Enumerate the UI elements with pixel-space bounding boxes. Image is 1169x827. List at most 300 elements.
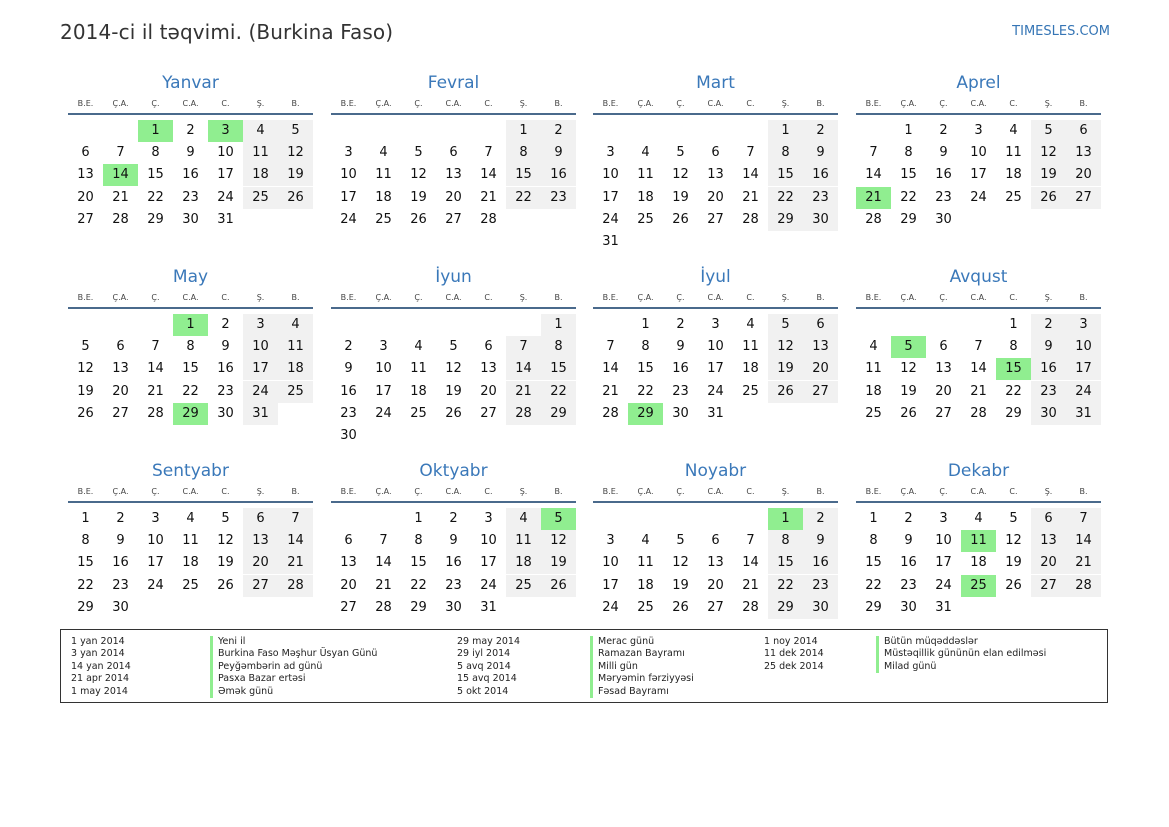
weekday-header: Ç. [676, 487, 685, 496]
weekday-header: C. [221, 487, 230, 496]
day-cell: 28 [278, 575, 313, 597]
day-cell: 6 [711, 533, 720, 549]
day-cell: 28 [865, 211, 882, 227]
day-cell: 4 [1009, 123, 1018, 138]
day-cell: 18 [375, 189, 392, 205]
day-cell: 16 [803, 552, 838, 574]
day-cell: 12 [672, 555, 689, 571]
day-cell: 23 [900, 577, 917, 593]
day-cell: 15 [77, 555, 94, 571]
day-cell: 26 [77, 405, 94, 421]
day-cell: 15 [768, 164, 803, 186]
day-cell: 11 [865, 361, 882, 377]
holiday-day-cell: 15 [996, 358, 1031, 380]
weekday-header: Ş. [781, 293, 790, 302]
day-cell: 8 [186, 339, 195, 355]
weekday-header: Ç.A. [112, 487, 129, 496]
day-cell: 15 [147, 167, 164, 183]
day-cell: 15 [410, 555, 427, 571]
day-cell: 3 [606, 145, 615, 161]
day-cell: 27 [1031, 575, 1066, 597]
weekday-header: B.E. [865, 487, 882, 496]
day-cell: 16 [803, 164, 838, 186]
day-cell: 6 [344, 533, 353, 549]
header-rule [331, 501, 576, 503]
day-cell: 1 [81, 511, 90, 526]
day-cell: 22 [182, 383, 199, 399]
holiday-day-cell: 1 [138, 120, 173, 142]
day-cell: 22 [1005, 383, 1022, 399]
day-cell: 26 [1031, 187, 1066, 209]
weekday-header: B. [554, 487, 563, 496]
day-cell: 3 [151, 511, 160, 526]
weekday-header: C. [484, 99, 493, 108]
day-cell: 18 [742, 361, 759, 377]
month-may [68, 269, 313, 454]
day-cell: 3 [243, 314, 278, 336]
day-cell: 21 [506, 381, 541, 403]
day-cell: 13 [803, 336, 838, 358]
day-cell: 9 [221, 339, 230, 355]
day-cell: 19 [672, 577, 689, 593]
holiday-date: 11 dek 2014 [764, 648, 824, 660]
day-cell: 19 [768, 358, 803, 380]
day-cell: 2 [344, 339, 353, 355]
day-cell: 23 [803, 187, 838, 209]
holiday-day-cell: 5 [891, 336, 926, 358]
day-cell: 14 [970, 361, 987, 377]
weekday-header: Ş. [1044, 487, 1053, 496]
day-cell: 24 [602, 211, 619, 227]
day-cell: 8 [768, 530, 803, 552]
day-cell: 24 [935, 577, 952, 593]
day-cell: 30 [672, 405, 689, 421]
weekday-header: Ç. [939, 99, 948, 108]
weekday-header: B. [291, 293, 300, 302]
day-cell: 23 [182, 189, 199, 205]
day-cell: 2 [541, 120, 576, 142]
day-cell: 14 [375, 555, 392, 571]
day-cell: 29 [900, 211, 917, 227]
day-cell: 10 [970, 145, 987, 161]
weekday-header: C.A. [707, 487, 724, 496]
day-cell: 4 [974, 511, 983, 526]
day-cell: 29 [77, 599, 94, 615]
day-cell: 11 [1005, 145, 1022, 161]
day-cell: 2 [449, 511, 458, 526]
day-cell: 29 [147, 211, 164, 227]
day-cell: 11 [182, 533, 199, 549]
day-cell: 14 [480, 167, 497, 183]
weekday-header: Ç.A. [637, 487, 654, 496]
day-cell: 7 [278, 508, 313, 530]
month-noyabr [593, 463, 838, 648]
weekday-header: Ç. [151, 293, 160, 302]
holiday-day-cell: 1 [173, 314, 208, 336]
holiday-day-cell: 14 [103, 164, 138, 186]
day-cell: 2 [1031, 314, 1066, 336]
day-cell: 1 [541, 314, 576, 336]
day-cell: 3 [711, 317, 720, 332]
header-rule [331, 113, 576, 115]
day-cell: 26 [768, 381, 803, 403]
day-cell: 11 [637, 167, 654, 183]
day-cell: 26 [445, 405, 462, 421]
day-cell: 8 [414, 533, 423, 549]
day-cell: 24 [375, 405, 392, 421]
month-title: Noyabr [684, 461, 747, 481]
day-cell: 1 [904, 123, 913, 138]
weekday-header: B.E. [77, 487, 94, 496]
day-cell: 15 [637, 361, 654, 377]
day-cell: 9 [1031, 336, 1066, 358]
day-cell: 23 [672, 383, 689, 399]
holiday-name: Yeni il [218, 636, 246, 647]
day-cell: 13 [1066, 142, 1101, 164]
day-cell: 26 [672, 599, 689, 615]
holiday-date: 29 iyl 2014 [457, 648, 511, 660]
day-cell: 31 [243, 403, 278, 425]
day-cell: 26 [217, 577, 234, 593]
day-cell: 8 [506, 142, 541, 164]
day-cell: 28 [970, 405, 987, 421]
day-cell: 21 [375, 577, 392, 593]
month-title: May [172, 267, 209, 287]
day-cell: 26 [1005, 577, 1022, 593]
day-cell: 2 [803, 120, 838, 142]
weekday-header: Ç. [414, 487, 423, 496]
holiday-dates-col-3 [764, 636, 824, 673]
month-title: İyul [700, 267, 731, 287]
day-cell: 24 [147, 577, 164, 593]
day-cell: 30 [1031, 403, 1066, 425]
day-cell: 6 [81, 145, 90, 161]
weekday-header: B.E. [340, 293, 357, 302]
day-cell: 2 [676, 317, 685, 332]
day-cell: 12 [77, 361, 94, 377]
day-cell: 16 [445, 555, 462, 571]
day-cell: 4 [506, 508, 541, 530]
holiday-name: Milli gün [598, 660, 638, 672]
day-cell: 13 [77, 167, 94, 183]
day-cell: 1 [1009, 317, 1018, 332]
day-cell: 27 [803, 381, 838, 403]
weekday-header: Ç.A. [637, 99, 654, 108]
day-cell: 26 [900, 405, 917, 421]
day-cell: 23 [112, 577, 129, 593]
holiday-date: 1 noy 2014 [764, 636, 818, 647]
day-cell: 13 [243, 530, 278, 552]
day-cell: 3 [606, 533, 615, 549]
day-cell: 6 [484, 339, 493, 355]
weekday-header: Ç.A. [112, 99, 129, 108]
day-cell: 9 [344, 361, 353, 377]
day-cell: 14 [602, 361, 619, 377]
day-cell: 21 [278, 552, 313, 574]
holiday-day-cell: 21 [856, 187, 891, 209]
day-cell: 27 [77, 211, 94, 227]
day-cell: 25 [637, 211, 654, 227]
day-cell: 27 [707, 211, 724, 227]
day-cell: 5 [676, 145, 685, 161]
day-cell: 4 [186, 511, 195, 526]
day-cell: 7 [151, 339, 160, 355]
weekday-header: Ç. [414, 99, 423, 108]
day-cell: 9 [186, 145, 195, 161]
month-i̇yul [593, 269, 838, 454]
day-cell: 27 [707, 599, 724, 615]
day-cell: 6 [449, 145, 458, 161]
weekday-header: Ç.A. [375, 99, 392, 108]
weekday-header: B.E. [865, 99, 882, 108]
day-cell: 30 [803, 597, 838, 619]
day-cell: 20 [707, 189, 724, 205]
day-cell: 16 [217, 361, 234, 377]
holiday-date: 5 avq 2014 [457, 660, 511, 672]
day-cell: 21 [480, 189, 497, 205]
holiday-date: 1 yan 2014 [71, 636, 125, 647]
weekday-header: B.E. [340, 487, 357, 496]
weekday-header: C. [484, 293, 493, 302]
day-cell: 24 [480, 577, 497, 593]
day-cell: 19 [445, 383, 462, 399]
day-cell: 12 [1031, 142, 1066, 164]
weekday-header: Ş. [256, 487, 265, 496]
weekday-header: B. [816, 293, 825, 302]
day-cell: 15 [182, 361, 199, 377]
weekday-header: C.A. [707, 99, 724, 108]
day-cell: 7 [484, 145, 493, 161]
day-cell: 16 [112, 555, 129, 571]
day-cell: 17 [707, 361, 724, 377]
day-cell: 10 [1066, 336, 1101, 358]
weekday-header: Ç. [151, 487, 160, 496]
day-cell: 24 [243, 381, 278, 403]
day-cell: 20 [77, 189, 94, 205]
weekday-header: B. [1079, 99, 1088, 108]
day-cell: 12 [900, 361, 917, 377]
header-rule [856, 113, 1101, 115]
day-cell: 7 [116, 145, 125, 161]
day-cell: 6 [711, 145, 720, 161]
day-cell: 8 [81, 533, 90, 549]
weekday-header: Ç.A. [637, 293, 654, 302]
day-cell: 10 [602, 167, 619, 183]
day-cell: 1 [506, 120, 541, 142]
day-cell: 4 [379, 145, 388, 161]
day-cell: 17 [935, 555, 952, 571]
day-cell: 4 [641, 145, 650, 161]
header-rule [68, 501, 313, 503]
day-cell: 9 [676, 339, 685, 355]
month-avqust [856, 269, 1101, 454]
weekday-header: C.A. [445, 99, 462, 108]
day-cell: 16 [1031, 358, 1066, 380]
day-cell: 25 [375, 211, 392, 227]
day-cell: 27 [112, 405, 129, 421]
day-cell: 4 [746, 317, 755, 332]
day-cell: 11 [243, 142, 278, 164]
day-cell: 29 [768, 597, 803, 619]
day-cell: 23 [541, 187, 576, 209]
day-cell: 25 [182, 577, 199, 593]
day-cell: 7 [869, 145, 878, 161]
day-cell: 15 [768, 552, 803, 574]
day-cell: 14 [742, 167, 759, 183]
weekday-header: Ş. [1044, 99, 1053, 108]
day-cell: 12 [217, 533, 234, 549]
holiday-date: 21 apr 2014 [71, 673, 130, 685]
day-cell: 31 [602, 234, 619, 249]
header-rule [593, 501, 838, 503]
day-cell: 12 [278, 142, 313, 164]
day-cell: 28 [480, 211, 497, 227]
day-cell: 2 [803, 508, 838, 530]
day-cell: 12 [541, 530, 576, 552]
day-cell: 31 [1066, 403, 1101, 425]
holiday-date: 5 okt 2014 [457, 685, 509, 697]
day-cell: 13 [935, 361, 952, 377]
day-cell: 26 [278, 187, 313, 209]
weekday-header: Ş. [256, 99, 265, 108]
day-cell: 30 [445, 599, 462, 615]
day-cell: 23 [340, 405, 357, 421]
site-link[interactable]: TIMESLES.COM [1012, 24, 1110, 39]
day-cell: 18 [278, 358, 313, 380]
day-cell: 17 [340, 189, 357, 205]
day-cell: 15 [900, 167, 917, 183]
day-cell: 10 [147, 533, 164, 549]
day-cell: 16 [340, 383, 357, 399]
weekday-header: B.E. [77, 99, 94, 108]
month-mart [593, 75, 838, 260]
day-cell: 18 [1005, 167, 1022, 183]
day-cell: 16 [182, 167, 199, 183]
weekday-header: C. [746, 487, 755, 496]
day-cell: 10 [375, 361, 392, 377]
day-cell: 28 [1066, 575, 1101, 597]
weekday-header: B. [291, 487, 300, 496]
weekday-header: C.A. [182, 99, 199, 108]
day-cell: 7 [1066, 508, 1101, 530]
holiday-name: Məryəmin fərziyyəsi [598, 673, 694, 685]
day-cell: 21 [1066, 552, 1101, 574]
holiday-day-cell: 29 [628, 403, 663, 425]
day-cell: 20 [803, 358, 838, 380]
day-cell: 11 [637, 555, 654, 571]
day-cell: 19 [278, 164, 313, 186]
day-cell: 12 [445, 361, 462, 377]
day-cell: 4 [414, 339, 423, 355]
day-cell: 28 [506, 403, 541, 425]
holiday-names-col-2 [590, 636, 694, 698]
weekday-header: Ç. [151, 99, 160, 108]
weekday-header: Ş. [1044, 293, 1053, 302]
day-cell: 20 [1031, 552, 1066, 574]
day-cell: 27 [243, 575, 278, 597]
holiday-dates-col-2 [457, 636, 520, 698]
day-cell: 24 [970, 189, 987, 205]
day-cell: 4 [243, 120, 278, 142]
day-cell: 1 [768, 120, 803, 142]
day-cell: 20 [1066, 164, 1101, 186]
day-cell: 8 [869, 533, 878, 549]
weekday-header: C. [746, 293, 755, 302]
day-cell: 7 [746, 533, 755, 549]
day-cell: 25 [243, 187, 278, 209]
weekday-header: Ç. [676, 99, 685, 108]
day-cell: 30 [182, 211, 199, 227]
day-cell: 7 [506, 336, 541, 358]
day-cell: 10 [480, 533, 497, 549]
month-i̇yun [331, 269, 576, 454]
holiday-name: Bütün müqəddəslər [884, 636, 978, 647]
weekday-header: Ç.A. [375, 487, 392, 496]
day-cell: 22 [541, 381, 576, 403]
day-cell: 12 [410, 167, 427, 183]
day-cell: 25 [1005, 189, 1022, 205]
day-cell: 17 [970, 167, 987, 183]
day-cell: 7 [606, 339, 615, 355]
day-cell: 17 [243, 358, 278, 380]
month-title: İyun [435, 267, 472, 287]
day-cell: 9 [803, 530, 838, 552]
day-cell: 20 [340, 577, 357, 593]
day-cell: 9 [939, 145, 948, 161]
holiday-day-cell: 1 [768, 508, 803, 530]
weekday-header: B.E. [340, 99, 357, 108]
day-cell: 19 [1005, 555, 1022, 571]
month-aprel [856, 75, 1101, 260]
month-title: Fevral [427, 73, 480, 93]
header-rule [593, 307, 838, 309]
day-cell: 17 [1066, 358, 1101, 380]
weekday-header: B. [554, 99, 563, 108]
day-cell: 25 [278, 381, 313, 403]
month-title: Mart [696, 73, 735, 93]
day-cell: 26 [672, 211, 689, 227]
day-cell: 7 [379, 533, 388, 549]
day-cell: 28 [742, 211, 759, 227]
day-cell: 24 [340, 211, 357, 227]
day-cell: 18 [637, 577, 654, 593]
day-cell: 3 [939, 511, 948, 526]
day-cell: 21 [970, 383, 987, 399]
day-cell: 31 [935, 599, 952, 615]
page-title: 2014-ci il təqvimi. (Burkina Faso) [60, 20, 394, 44]
day-cell: 11 [410, 361, 427, 377]
day-cell: 27 [935, 405, 952, 421]
day-cell: 25 [742, 383, 759, 399]
day-cell: 30 [217, 405, 234, 421]
day-cell: 17 [480, 555, 497, 571]
day-cell: 14 [278, 530, 313, 552]
day-cell: 16 [935, 167, 952, 183]
weekday-header: C.A. [970, 293, 987, 302]
day-cell: 7 [746, 145, 755, 161]
holiday-name: Fəsad Bayramı [598, 685, 669, 697]
weekday-header: C.A. [970, 99, 987, 108]
day-cell: 19 [217, 555, 234, 571]
day-cell: 19 [900, 383, 917, 399]
day-cell: 18 [182, 555, 199, 571]
day-cell: 10 [340, 167, 357, 183]
day-cell: 22 [506, 187, 541, 209]
day-cell: 9 [116, 533, 125, 549]
holiday-date: 1 may 2014 [71, 685, 128, 697]
day-cell: 17 [217, 167, 234, 183]
day-cell: 18 [637, 189, 654, 205]
